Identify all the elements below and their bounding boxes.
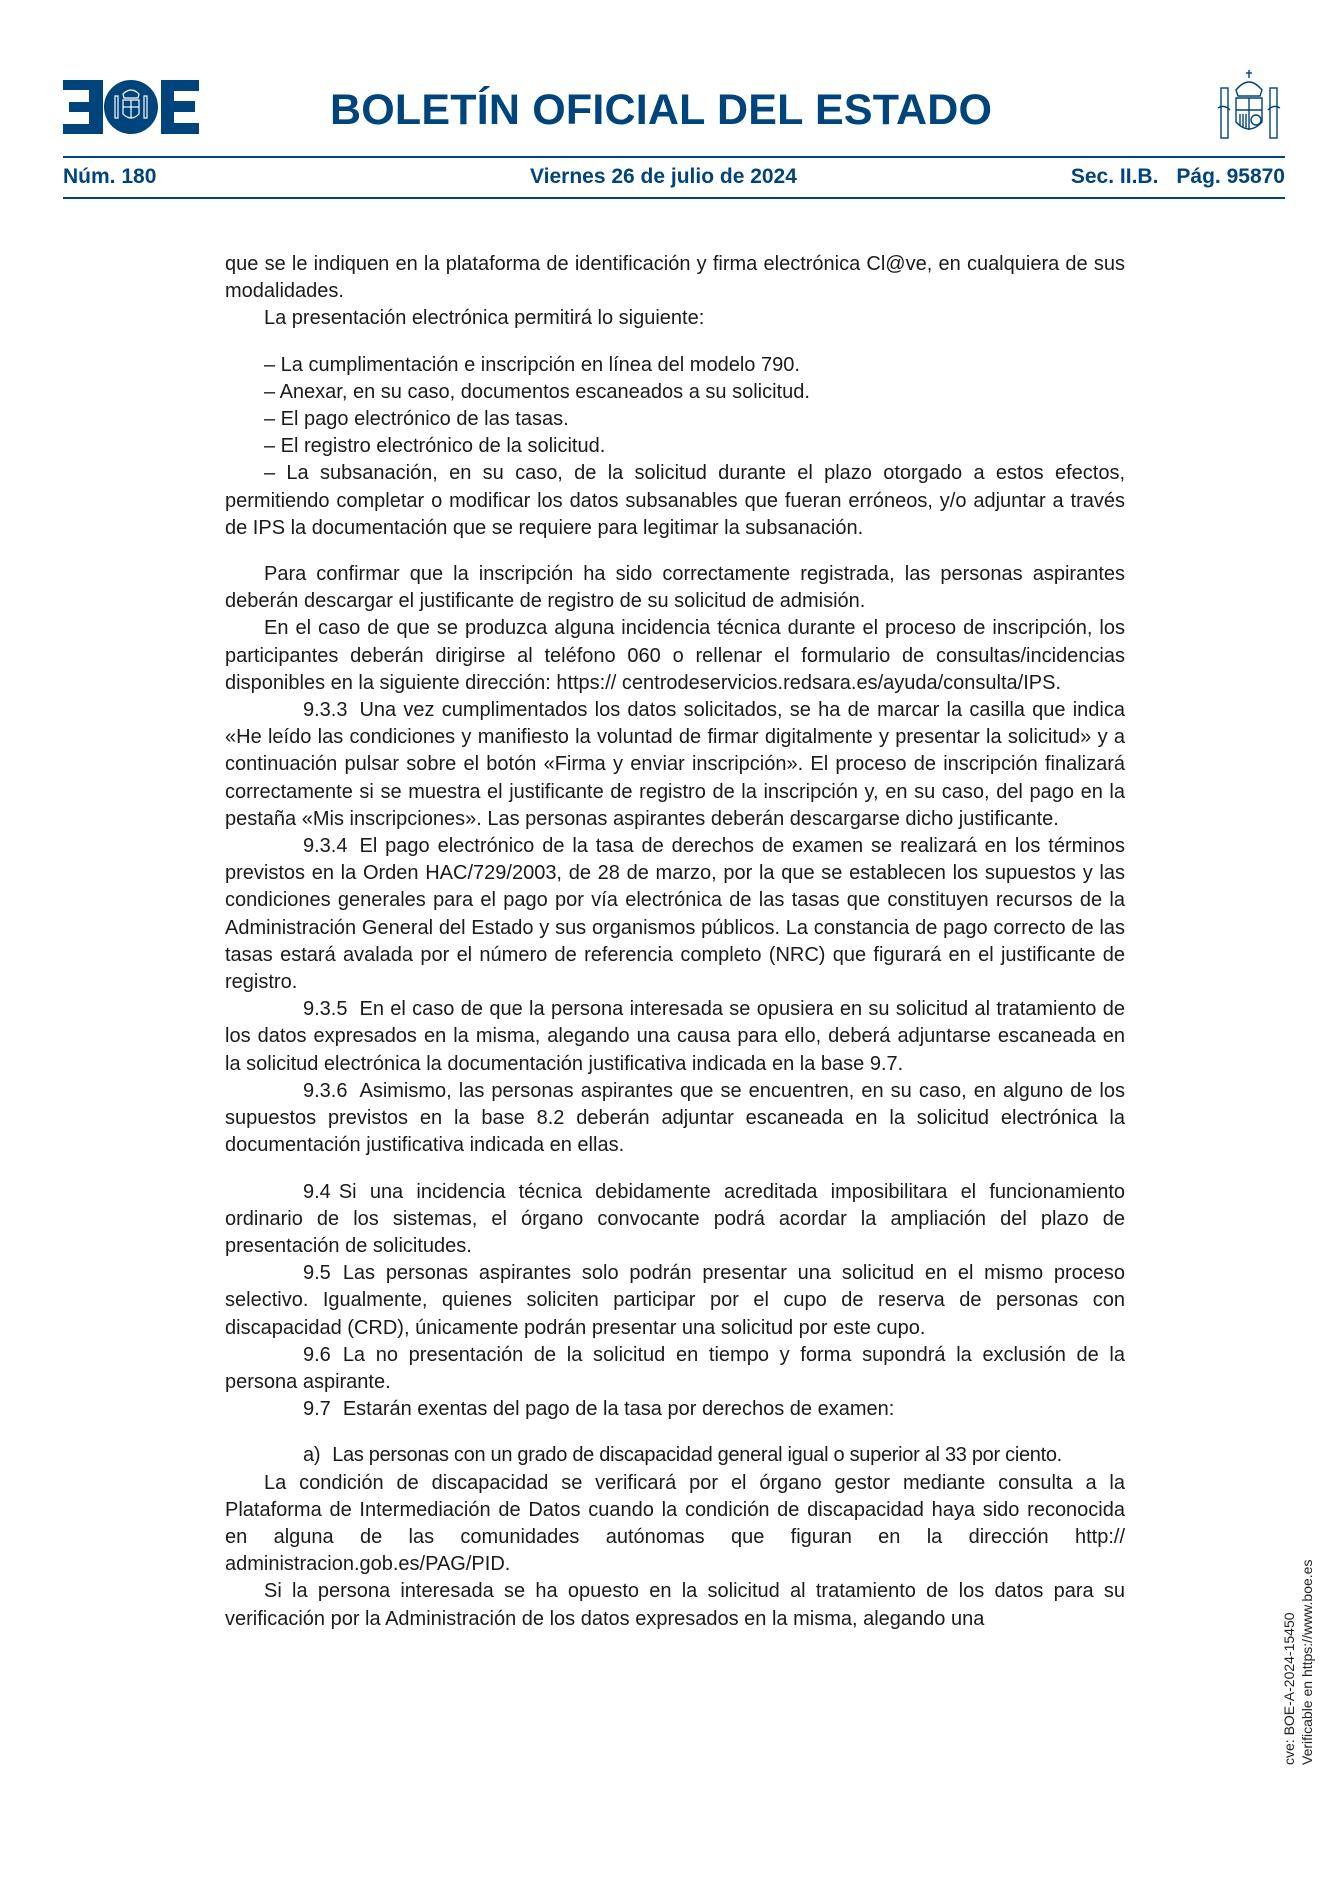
section-9-3-4 [225, 833, 1125, 996]
cve-verification [1280, 1560, 1316, 1765]
list [225, 352, 1125, 542]
verification-link[interactable]: Verificable en https://www.boe.es [1299, 1559, 1315, 1765]
boe-logo-icon [63, 80, 199, 134]
section-number: 9.4 [303, 1180, 331, 1203]
cve-code: cve: BOE-A-2024-15450 [1281, 1612, 1297, 1765]
section-9-7 [225, 1396, 1125, 1423]
section-text: La no presentación de la solicitud en tiempo y forma supondrá la exclusión de la persona aspirante. [225, 1343, 1125, 1393]
paragraph: La presentación electrónica permitirá lo siguiente: [264, 307, 705, 330]
section-text: Estarán exentas del pago de la tasa por derechos de examen: [342, 1398, 895, 1421]
section-number: 9.3.4 [303, 835, 348, 858]
header-rule-bottom [63, 197, 1285, 199]
section-number: 9.3.5 [303, 998, 348, 1021]
paragraph: La condición de discapacidad se verificará por el órgano gestor mediante consulta a la Plataforma de Intermediación de Datos cuando la condición de discapacidad haya sido reconocida en alguna de las comunidades autónomas que figuran en la dirección http:// administracion.gob.es/PAG/PID. [225, 1471, 1125, 1576]
document-body [225, 251, 1125, 1633]
header-rule-top [63, 156, 1285, 158]
item-text: Las personas con un grado de discapacidad general igual o superior al 33 por ciento. [332, 1444, 1062, 1467]
paragraph: Si la persona interesada se ha opuesto en la solicitud al tratamiento de los datos para su verificación por la Administración de los datos expresados en la misma, alegando una [225, 1580, 1125, 1630]
section-9-3-6 [225, 1078, 1125, 1160]
paragraph: En el caso de que se produzca alguna incidencia técnica durante el proceso de inscripción, los participantes deberán dirigirse al teléfono 060 o rellenar el formulario de consultas/incidencias disponibles en la siguiente dirección: https:// centrodeservicios.redsara.es/ayuda/consulta/IPS. [225, 617, 1125, 694]
section-9-3-5 [225, 996, 1125, 1078]
list-item: – Anexar, en su caso, documentos escaneados a su solicitud. [264, 380, 810, 403]
section-number: 9.3.3 [303, 699, 348, 722]
section-text: Una vez cumplimentados los datos solicitados, se ha de marcar la casilla que indica «He leído las condiciones y manifiesto la voluntad de firmar digitalmente y presentar la solicitud» y a continuación pulsar sobre el botón «Firma y enviar inscripción». El proceso de inscripción finalizará correctamente si se muestra el justificante de registro de la inscripción y, en su caso, del pago en la pestaña «Mis inscripciones». Las personas aspirantes deberán descargarse dicho justificante. [225, 699, 1125, 830]
section-9-3-3 [225, 697, 1125, 833]
section-text: En el caso de que la persona interesada se opusiera en su solicitud al tratamiento de los datos expresados en la misma, alegando una causa para ello, deberá adjuntarse escaneada en la solicitud electrónica la documentación justificativa indicada en la base 9.7. [225, 998, 1125, 1075]
section-text: Asimismo, las personas aspirantes que se encuentren, en su caso, en alguno de los supuestos previstos en la base 8.2 deberán adjuntar escaneada en la solicitud electrónica la documentación justificativa indicada en ellas. [225, 1079, 1125, 1157]
gazette-title: BOLETÍN OFICIAL DEL ESTADO [330, 86, 993, 134]
list-item: – El registro electrónico de la solicitud. [264, 435, 606, 458]
spain-coat-of-arms-icon [1216, 68, 1282, 144]
paragraph: Para confirmar que la inscripción ha sido correctamente registrada, las personas aspirantes deberán descargar el justificante de registro de su solicitud de admisión. [225, 563, 1125, 613]
section-number: 9.5 [303, 1262, 331, 1285]
section-label: Sec. II.B. [1070, 165, 1159, 188]
page-number: Pág. 95870 [1176, 165, 1285, 188]
list-item: – La cumplimentación e inscripción en línea del modelo 790. [264, 353, 800, 376]
item-a [225, 1442, 1125, 1469]
section-number: 9.6 [303, 1343, 331, 1366]
section-9-4 [225, 1179, 1125, 1261]
section-page [1071, 165, 1285, 189]
section-text: Las personas aspirantes solo podrán presentar una solicitud en el mismo proceso selectivo. Igualmente, quienes soliciten participar por el cupo de reserva de personas con discapacidad (CRD), únicamente podrán presentar una solicitud por este cupo. [225, 1262, 1125, 1339]
section-number: 9.3.6 [303, 1079, 348, 1102]
list-item: – El pago electrónico de las tasas. [264, 408, 569, 431]
section-text: Si una incidencia técnica debidamente acreditada imposibilitara el funcionamiento ordinario de los sistemas, el órgano convocante podrá acordar la ampliación del plazo de presentación de solicitudes. [225, 1180, 1125, 1257]
paragraph: que se le indiquen en la plataforma de identificación y firma electrónica Cl@ve, en cualquiera de sus modalidades. [225, 253, 1125, 303]
section-9-6 [225, 1342, 1125, 1396]
list-item: – La subsanación, en su caso, de la solicitud durante el plazo otorgado a estos efectos, permitiendo completar o modificar los datos subsanables que fueran erróneos, y/o adjuntar a través de IPS la documentación que se requiere para legitimar la subsanación. [225, 462, 1125, 539]
issue-number: Núm. 180 [63, 165, 157, 188]
section-number: 9.7 [303, 1398, 331, 1421]
section-9-5 [225, 1260, 1125, 1342]
publication-date: Viernes 26 de julio de 2024 [530, 165, 797, 188]
item-label: a) [303, 1444, 321, 1467]
section-text: El pago electrónico de la tasa de derechos de examen se realizará en los términos previstos en la Orden HAC/729/2003, de 28 de marzo, por la que se establecen los supuestos y las condiciones generales para el pago por vía electrónica de las tasas que constituyen recursos de la Administración General del Estado y sus organismos públicos. La constancia de pago correcto de las tasas estará avalada por el número de referencia completo (NRC) que figurará en el justificante de registro. [225, 835, 1125, 994]
